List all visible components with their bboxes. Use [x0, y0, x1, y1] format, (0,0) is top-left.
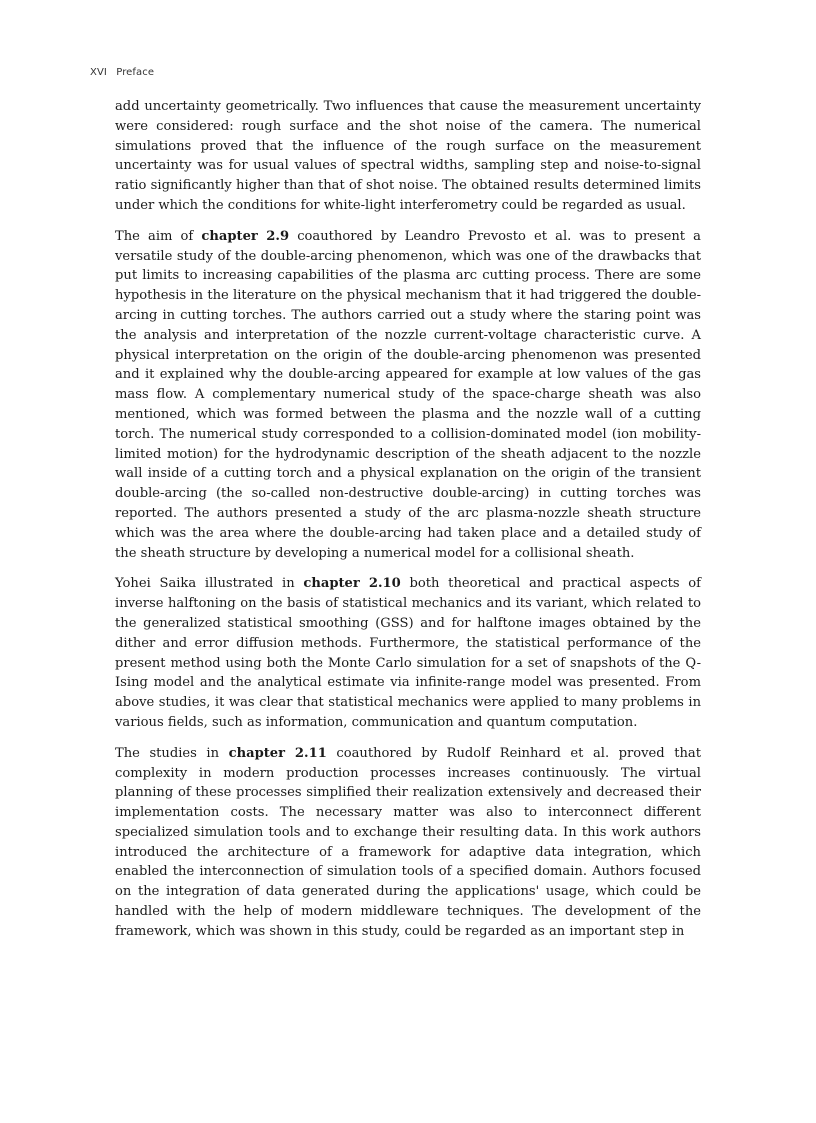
paragraph-text: Yohei Saika illustrated in — [115, 576, 304, 592]
paragraph-text: coauthored by Leandro Prevosto et al. was to present a versatile study of the double-arcing phenomenon, which was one of the drawbacks that put limits to increasing capabilities of the plasma arc cutting process. There are some hypothesis in the literature on the physical mechanism that it had triggered the double-arcing in cutting torches. The authors carried out a study where the staring point was the analysis and interpretation of the nozzle current-voltage characteristic curve. A physical interpretation on the origin of the double-arcing phenomenon was presented and it explained why the double-arcing appeared for example at low values of the gas mass flow. A complementary numerical study of the space-charge sheath was also mentioned, which was formed between the plasma and the nozzle wall of a cutting torch. The numerical study corresponded to a collision-dominated model (ion mobility-limited motion) for the hydrodynamic description of the sheath adjacent to the nozzle wall inside of a cutting torch and a physical explanation on the origin of the transient double-arcing (the so-called non-destructive double-arcing) in cutting torches was reported. The authors presented a study of the arc plasma-nozzle sheath structure which was the area where the double-arcing had taken place and a detailed study of the sheath structure by developing a numerical model for a collisional sheath. — [115, 228, 701, 561]
paragraph-text: both theoretical and practical aspects of inverse halftoning on the basis of statistical mechanics and its variant, which related to the generalized statistical smoothing (GSS) and for halftone images obtained by the dither and error diffusion methods. Furthermore, the statistical performance of the present method using both the Monte Carlo simulation for a set of snapshots of the Q-Ising model and the analytical estimate via infinite-range model was presented. From above studies, it was clear that statistical mechanics were applied to many problems in various fields, such as information, communication and quantum computation. — [115, 576, 702, 730]
paragraph — [115, 574, 701, 732]
chapter-reference: chapter 2.9 — [201, 228, 290, 244]
paragraph-text: coauthored by Rudolf Reinhard et al. proved that complexity in modern production processes increases continuously. The virtual planning of these processes simplified their realization extensively and decreased their implementation costs. The necessary matter was also to interconnect different specialized simulation tools and to exchange their resulting data. In this work authors introduced the architecture of a framework for adaptive data integration, which enabled the interconnection of simulation tools of a specified domain. Authors focused on the integration of data generated during the applications' usage, which could be handled with the help of modern middleware techniques. The development of the framework, which was shown in this study, could be regarded as an important step in — [115, 745, 701, 939]
chapter-reference: chapter 2.10 — [303, 576, 401, 592]
running-header — [90, 67, 154, 78]
chapter-reference: chapter 2.11 — [228, 745, 327, 761]
paragraph-text: The aim of — [115, 228, 202, 244]
paragraph — [115, 97, 701, 216]
paragraph — [115, 744, 701, 942]
paragraph — [115, 227, 701, 564]
body-text — [115, 97, 701, 953]
paragraph-text: add uncertainty geometrically. Two influences that cause the measurement uncertainty were considered: rough surface and the shot noise of the camera. The numerical simulations proved that the influence of the rough surface on the measurement uncertainty was for usual values of spectral widths, sampling step and noise-to-signal ratio significantly higher than that of shot noise. The obtained results determined limits under which the conditions for white-light interferometry could be regarded as usual. — [115, 99, 701, 213]
section-title: Preface — [116, 67, 155, 78]
page-number: XVI — [90, 67, 107, 78]
paragraph-text: The studies in — [115, 745, 229, 761]
